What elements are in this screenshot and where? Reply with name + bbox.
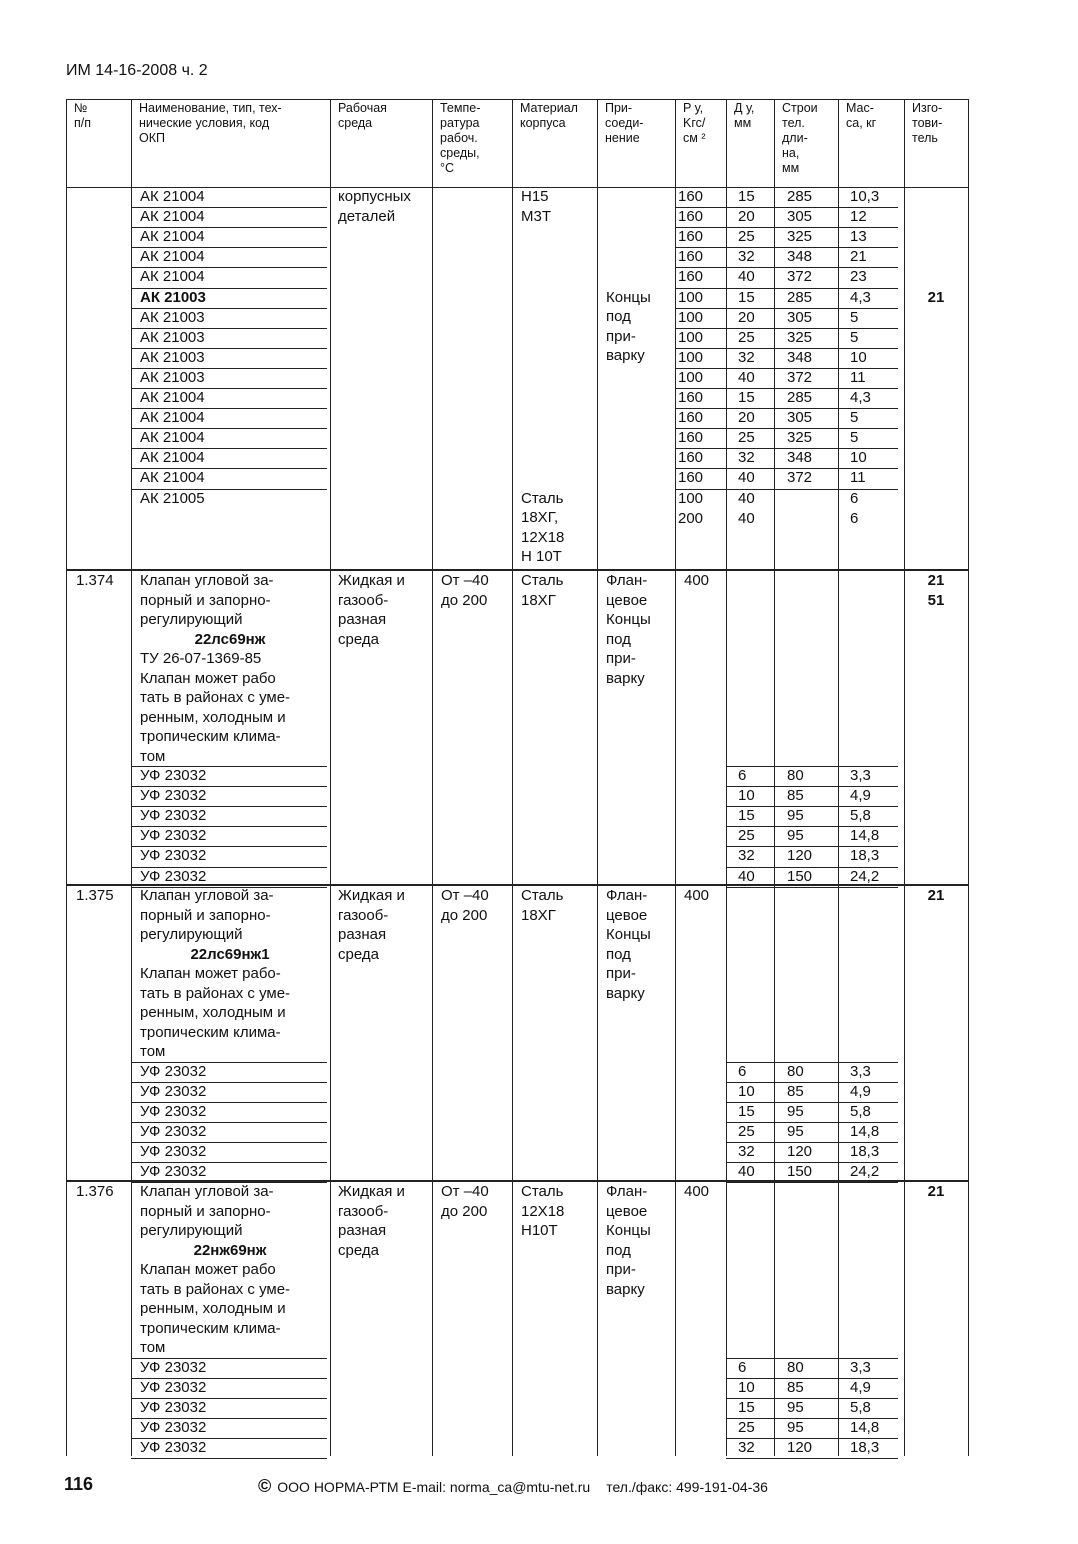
- medium-text: газооб-: [338, 906, 389, 924]
- item-description: том: [140, 1043, 166, 1060]
- length-value: 325: [787, 429, 813, 447]
- connection-text: под: [606, 630, 631, 648]
- mass-value: 18,3: [850, 1438, 880, 1456]
- item-description: Клапан может рабо: [140, 1261, 276, 1278]
- dn-value: 32: [738, 449, 755, 467]
- item-description: ТУ 26-07-1369-85: [140, 650, 262, 667]
- length-value: 85: [787, 1082, 804, 1100]
- mass-value: 4,9: [850, 1082, 871, 1100]
- page-number: 116: [64, 1474, 94, 1494]
- item-type: 22лс69нж1: [190, 945, 270, 963]
- length-value: 305: [787, 308, 813, 326]
- item-description: Клапан угловой за-: [140, 572, 274, 589]
- item-description: тать в районах с уме-: [140, 984, 291, 1002]
- mass-value: 5: [850, 409, 859, 427]
- copyright-icon: ©: [258, 1476, 272, 1496]
- column-divider: [432, 99, 433, 1456]
- connection-text: варку: [606, 1280, 645, 1298]
- length-value: 85: [787, 1378, 804, 1396]
- connection-text: варку: [606, 347, 645, 364]
- connection-text: варку: [606, 669, 645, 687]
- code-row-border: [131, 1458, 327, 1459]
- column-divider: [131, 99, 132, 1456]
- length-value: 120: [787, 847, 813, 865]
- item-type: 22нж69нж: [193, 1241, 267, 1259]
- pressure-value: 100: [678, 489, 704, 507]
- dn-value: 25: [738, 328, 755, 346]
- connection-text: цевое: [606, 906, 648, 924]
- item-description: тропическим клима-: [140, 1023, 281, 1041]
- item-number: 1.376: [76, 1183, 114, 1200]
- material-text: 12Х18: [521, 528, 565, 546]
- value-row-border: [726, 1182, 898, 1183]
- header-name: Наименование, тип, тех- нические условия, код ОКП: [139, 101, 282, 145]
- column-divider: [675, 99, 676, 1456]
- dn-value: 10: [738, 787, 755, 805]
- mass-value: 10: [850, 449, 867, 467]
- mass-value: 4,3: [850, 288, 871, 306]
- material-text: 18ХГ,: [521, 509, 559, 526]
- item-description: регулирующий: [140, 926, 243, 943]
- medium-text: корпусных: [338, 188, 411, 205]
- mass-value: 5,8: [850, 1102, 871, 1120]
- item-type: 22лс69нж: [194, 630, 266, 648]
- product-code: УФ 23032: [140, 807, 207, 825]
- product-code: УФ 23032: [140, 787, 207, 805]
- item-description: тропическим клима-: [140, 1319, 281, 1337]
- temperature-text: до 200: [441, 591, 488, 609]
- product-code: УФ 23032: [140, 847, 207, 865]
- maker-value: 21: [927, 572, 945, 589]
- header-length: Строи тел. дли- на, мм: [782, 101, 818, 175]
- material-text: Н10Т: [521, 1222, 558, 1239]
- dn-value: 25: [738, 1418, 755, 1436]
- connection-text: цевое: [606, 1202, 648, 1220]
- length-value: 325: [787, 328, 813, 346]
- header-material: Материал корпуса: [520, 101, 578, 130]
- connection-text: Концы: [606, 1222, 651, 1239]
- dn-value: 40: [738, 368, 755, 386]
- header-pressure: P у, Kгс/ см ²: [683, 101, 706, 145]
- dn-value: 20: [738, 409, 755, 427]
- length-value: 372: [787, 469, 813, 487]
- header-mass: Мас- са, кг: [846, 101, 877, 130]
- connection-text: цевое: [606, 591, 648, 609]
- value-row-border: [726, 1458, 898, 1459]
- item-description: ренным, холодным и: [140, 1004, 286, 1021]
- dn-value: 32: [738, 1142, 755, 1160]
- material-text: Сталь: [521, 887, 564, 904]
- mass-value: 5,8: [850, 807, 871, 825]
- mass-value: 5,8: [850, 1398, 871, 1416]
- connection-text: Концы: [606, 288, 651, 306]
- pressure-value: 100: [678, 308, 704, 326]
- item-number: 1.375: [76, 887, 114, 904]
- item-description: порный и запорно-: [140, 591, 271, 609]
- dn-value: 25: [738, 228, 755, 246]
- maker-value: 21: [927, 887, 945, 904]
- length-value: 80: [787, 1358, 804, 1376]
- material-text: Сталь: [521, 1183, 564, 1200]
- maker-value: 51: [927, 591, 945, 609]
- mass-value: 3,3: [850, 767, 871, 784]
- length-value: 285: [787, 188, 813, 205]
- mass-value: 3,3: [850, 1062, 871, 1080]
- medium-text: среда: [338, 945, 379, 963]
- length-value: 95: [787, 1398, 804, 1416]
- mass-value: 10: [850, 348, 867, 366]
- pressure-value: 160: [678, 188, 704, 205]
- dn-value: 25: [738, 1122, 755, 1140]
- length-value: 95: [787, 1102, 804, 1120]
- item-description: Клапан может рабо-: [140, 965, 281, 982]
- product-code: УФ 23032: [140, 1358, 207, 1376]
- product-code: УФ 23032: [140, 1163, 207, 1180]
- length-value: 80: [787, 1062, 804, 1080]
- maker-value: 21: [927, 288, 945, 306]
- medium-text: разная: [338, 1222, 387, 1239]
- product-code: УФ 23032: [140, 867, 207, 885]
- item-description: ренным, холодным и: [140, 708, 286, 726]
- length-value: 85: [787, 787, 804, 805]
- mass-value: 5: [850, 308, 859, 326]
- length-value: 325: [787, 228, 813, 246]
- dn-value: 15: [738, 1102, 755, 1120]
- temperature-text: до 200: [441, 906, 488, 924]
- temperature-text: От –40: [441, 887, 489, 904]
- value-row-border: [726, 1358, 898, 1359]
- length-value: 95: [787, 1122, 804, 1140]
- material-text: 12Х18: [521, 1202, 565, 1220]
- length-value: 305: [787, 208, 813, 226]
- pressure-value: 160: [678, 389, 704, 406]
- value-row-border: [726, 1062, 898, 1063]
- product-code: АК 21003: [140, 308, 205, 326]
- material-text: Н15: [521, 188, 549, 205]
- product-code: АК 21004: [140, 449, 205, 467]
- material-text: 18ХГ: [521, 591, 556, 609]
- product-code: АК 21004: [140, 248, 205, 266]
- mass-value: 18,3: [850, 847, 880, 865]
- header-num: № п/п: [74, 101, 92, 130]
- mass-value: 4,9: [850, 787, 871, 805]
- item-description: том: [140, 1339, 166, 1356]
- column-divider: [726, 99, 727, 1456]
- medium-text: Жидкая и: [338, 887, 405, 904]
- mass-value: 10,3: [850, 188, 880, 205]
- item-description: тропическим клима-: [140, 728, 281, 745]
- dn-value: 40: [738, 469, 755, 487]
- dn-value: 15: [738, 807, 755, 825]
- mass-value: 23: [850, 268, 867, 286]
- dn-value: 40: [738, 1163, 755, 1180]
- item-description: порный и запорно-: [140, 906, 271, 924]
- product-code: УФ 23032: [140, 827, 207, 845]
- dn-value: 32: [738, 847, 755, 865]
- length-value: 95: [787, 807, 804, 825]
- length-value: 348: [787, 348, 813, 366]
- connection-text: при-: [606, 965, 636, 982]
- material-text: Сталь: [521, 489, 564, 507]
- product-code: УФ 23032: [140, 767, 207, 784]
- mass-value: 5: [850, 429, 859, 447]
- maker-value: 21: [927, 1183, 945, 1200]
- mass-value: 4,9: [850, 1378, 871, 1396]
- mass-value: 5: [850, 328, 859, 346]
- product-code: АК 21004: [140, 228, 205, 246]
- medium-text: разная: [338, 611, 387, 628]
- pressure-value: 400: [684, 572, 710, 589]
- connection-text: Флан-: [606, 887, 648, 904]
- temperature-text: до 200: [441, 1202, 488, 1220]
- item-description: тать в районах с уме-: [140, 1280, 291, 1298]
- spec-table: [66, 99, 968, 1456]
- dn-value: 6: [738, 1062, 747, 1080]
- pressure-value: 100: [678, 328, 704, 346]
- product-code: УФ 23032: [140, 1398, 207, 1416]
- product-code: УФ 23032: [140, 1122, 207, 1140]
- connection-text: под: [606, 945, 631, 963]
- dn-value: 15: [738, 288, 755, 306]
- length-value: 305: [787, 409, 813, 427]
- product-code: УФ 23032: [140, 1378, 207, 1396]
- dn-value: 40: [738, 268, 755, 286]
- pressure-value: 160: [678, 469, 704, 487]
- product-code: УФ 23032: [140, 1082, 207, 1100]
- pressure-value: 160: [678, 208, 704, 226]
- column-divider: [904, 99, 905, 1456]
- medium-text: Жидкая и: [338, 1183, 405, 1200]
- product-code: АК 21004: [140, 429, 205, 447]
- product-code: АК 21004: [140, 268, 205, 286]
- header-dn: Д у, мм: [734, 101, 755, 130]
- product-code: УФ 23032: [140, 1062, 207, 1080]
- dn-value: 20: [738, 308, 755, 326]
- product-code: УФ 23032: [140, 1418, 207, 1436]
- header-temp: Темпе- ратура рабоч. среды, °С: [440, 101, 481, 175]
- product-code: АК 21004: [140, 469, 205, 487]
- column-divider: [968, 99, 969, 1456]
- dn-value: 6: [738, 767, 747, 784]
- dn-value: 6: [738, 1358, 747, 1376]
- mass-value: 14,8: [850, 1122, 880, 1140]
- product-code: УФ 23032: [140, 1142, 207, 1160]
- medium-text: среда: [338, 630, 379, 648]
- dn-value: 15: [738, 389, 755, 406]
- dn-value: 10: [738, 1082, 755, 1100]
- org-name: ООО НОРМА-РТМ: [277, 1479, 399, 1495]
- column-divider: [597, 99, 598, 1456]
- pressure-value: 100: [678, 368, 704, 386]
- email-text: E-mail: norma_ca@mtu-net.ru: [402, 1479, 591, 1495]
- pressure-value: 100: [678, 348, 704, 366]
- pressure-value: 400: [684, 887, 710, 904]
- medium-text: разная: [338, 926, 387, 943]
- mass-value: 6: [850, 509, 859, 527]
- mass-value: 4,3: [850, 389, 871, 406]
- item-description: регулирующий: [140, 1222, 243, 1239]
- dn-value: 40: [738, 489, 755, 507]
- product-code: АК 21004: [140, 188, 205, 205]
- product-code: АК 21003: [140, 288, 206, 306]
- column-divider: [330, 99, 331, 1456]
- mass-value: 3,3: [850, 1358, 871, 1376]
- header-medium: Рабочая среда: [338, 101, 387, 130]
- connection-text: Флан-: [606, 572, 648, 589]
- mass-value: 14,8: [850, 827, 880, 845]
- column-divider: [66, 99, 67, 1456]
- mass-value: 6: [850, 489, 859, 507]
- mass-value: 12: [850, 208, 867, 226]
- mass-value: 11: [850, 469, 866, 487]
- item-number: 1.374: [76, 572, 114, 589]
- length-value: 95: [787, 1418, 804, 1436]
- connection-text: под: [606, 308, 631, 325]
- pressure-value: 200: [678, 509, 704, 527]
- item-description: Клапан может рабо: [140, 669, 276, 687]
- connection-text: при-: [606, 327, 636, 345]
- item-description: порный и запорно-: [140, 1202, 271, 1220]
- pressure-value: 160: [678, 449, 704, 467]
- dn-value: 40: [738, 867, 755, 885]
- length-value: 120: [787, 1438, 813, 1456]
- length-value: 372: [787, 368, 813, 386]
- medium-text: деталей: [338, 207, 396, 225]
- product-code: АК 21003: [140, 348, 205, 366]
- item-description: ренным, холодным и: [140, 1300, 286, 1317]
- length-value: 285: [787, 288, 813, 306]
- connection-text: варку: [606, 984, 645, 1002]
- length-value: 150: [787, 1163, 813, 1180]
- dn-value: 32: [738, 348, 755, 366]
- product-code: УФ 23032: [140, 1102, 207, 1120]
- mass-value: 13: [850, 228, 867, 246]
- dn-value: 40: [738, 509, 755, 527]
- mass-value: 11: [850, 368, 866, 386]
- dn-value: 32: [738, 1438, 755, 1456]
- material-text: М3Т: [521, 207, 551, 225]
- product-code: АК 21005: [140, 489, 205, 507]
- doc-header: ИМ 14-16-2008 ч. 2: [66, 62, 208, 79]
- table-top-border: [66, 99, 968, 100]
- mass-value: 18,3: [850, 1142, 880, 1160]
- phone-text: тел./факс: 499-191-04-36: [606, 1479, 768, 1495]
- value-row-border: [726, 766, 898, 767]
- temperature-text: От –40: [441, 1183, 489, 1200]
- connection-text: Концы: [606, 926, 651, 943]
- item-description: регулирующий: [140, 611, 243, 628]
- pressure-value: 160: [678, 268, 704, 286]
- length-value: 348: [787, 248, 813, 266]
- pressure-value: 400: [684, 1183, 710, 1200]
- pressure-value: 160: [678, 228, 704, 246]
- product-code: УФ 23032: [140, 1438, 207, 1456]
- connection-text: Концы: [606, 611, 651, 628]
- medium-text: Жидкая и: [338, 572, 405, 589]
- mass-value: 21: [850, 248, 867, 266]
- pressure-value: 160: [678, 248, 704, 266]
- temperature-text: От –40: [441, 572, 489, 589]
- copyright-line: [258, 1476, 768, 1497]
- product-code: АК 21003: [140, 368, 205, 386]
- medium-text: среда: [338, 1241, 379, 1259]
- material-text: 18ХГ: [521, 906, 556, 924]
- item-description: Клапан угловой за-: [140, 1183, 274, 1200]
- length-value: 80: [787, 767, 804, 784]
- dn-value: 32: [738, 248, 755, 266]
- item-description: том: [140, 747, 166, 765]
- page-footer: [0, 1474, 1078, 1498]
- medium-text: газооб-: [338, 1202, 389, 1220]
- mass-value: 24,2: [850, 867, 880, 885]
- column-divider: [774, 99, 775, 1456]
- dn-value: 10: [738, 1378, 755, 1396]
- dn-value: 15: [738, 1398, 755, 1416]
- header-maker: Изго- тови- тель: [912, 101, 943, 145]
- length-value: 285: [787, 389, 813, 406]
- item-description: Клапан угловой за-: [140, 887, 274, 904]
- pressure-value: 100: [678, 288, 704, 306]
- length-value: 372: [787, 268, 813, 286]
- dn-value: 20: [738, 208, 755, 226]
- item-description: тать в районах с уме-: [140, 689, 291, 706]
- pressure-value: 160: [678, 429, 704, 447]
- mass-value: 14,8: [850, 1418, 880, 1436]
- medium-text: газооб-: [338, 591, 389, 609]
- material-text: Сталь: [521, 572, 564, 589]
- dn-value: 25: [738, 827, 755, 845]
- column-divider: [512, 99, 513, 1456]
- product-code: АК 21003: [140, 328, 205, 346]
- column-divider: [838, 99, 839, 1456]
- dn-value: 25: [738, 429, 755, 447]
- length-value: 120: [787, 1142, 813, 1160]
- mass-value: 24,2: [850, 1163, 880, 1180]
- length-value: 95: [787, 827, 804, 845]
- length-value: 150: [787, 867, 813, 885]
- connection-text: под: [606, 1241, 631, 1259]
- product-code: АК 21004: [140, 409, 205, 427]
- product-code: АК 21004: [140, 208, 205, 226]
- value-row-border: [726, 887, 898, 888]
- connection-text: Флан-: [606, 1183, 648, 1200]
- connection-text: при-: [606, 1261, 636, 1278]
- dn-value: 15: [738, 188, 755, 205]
- pressure-value: 160: [678, 409, 704, 427]
- length-value: 348: [787, 449, 813, 467]
- product-code: АК 21004: [140, 389, 205, 406]
- material-text: Н 10Т: [521, 548, 562, 565]
- header-connection: При- соеди- нение: [605, 101, 644, 145]
- connection-text: при-: [606, 650, 636, 667]
